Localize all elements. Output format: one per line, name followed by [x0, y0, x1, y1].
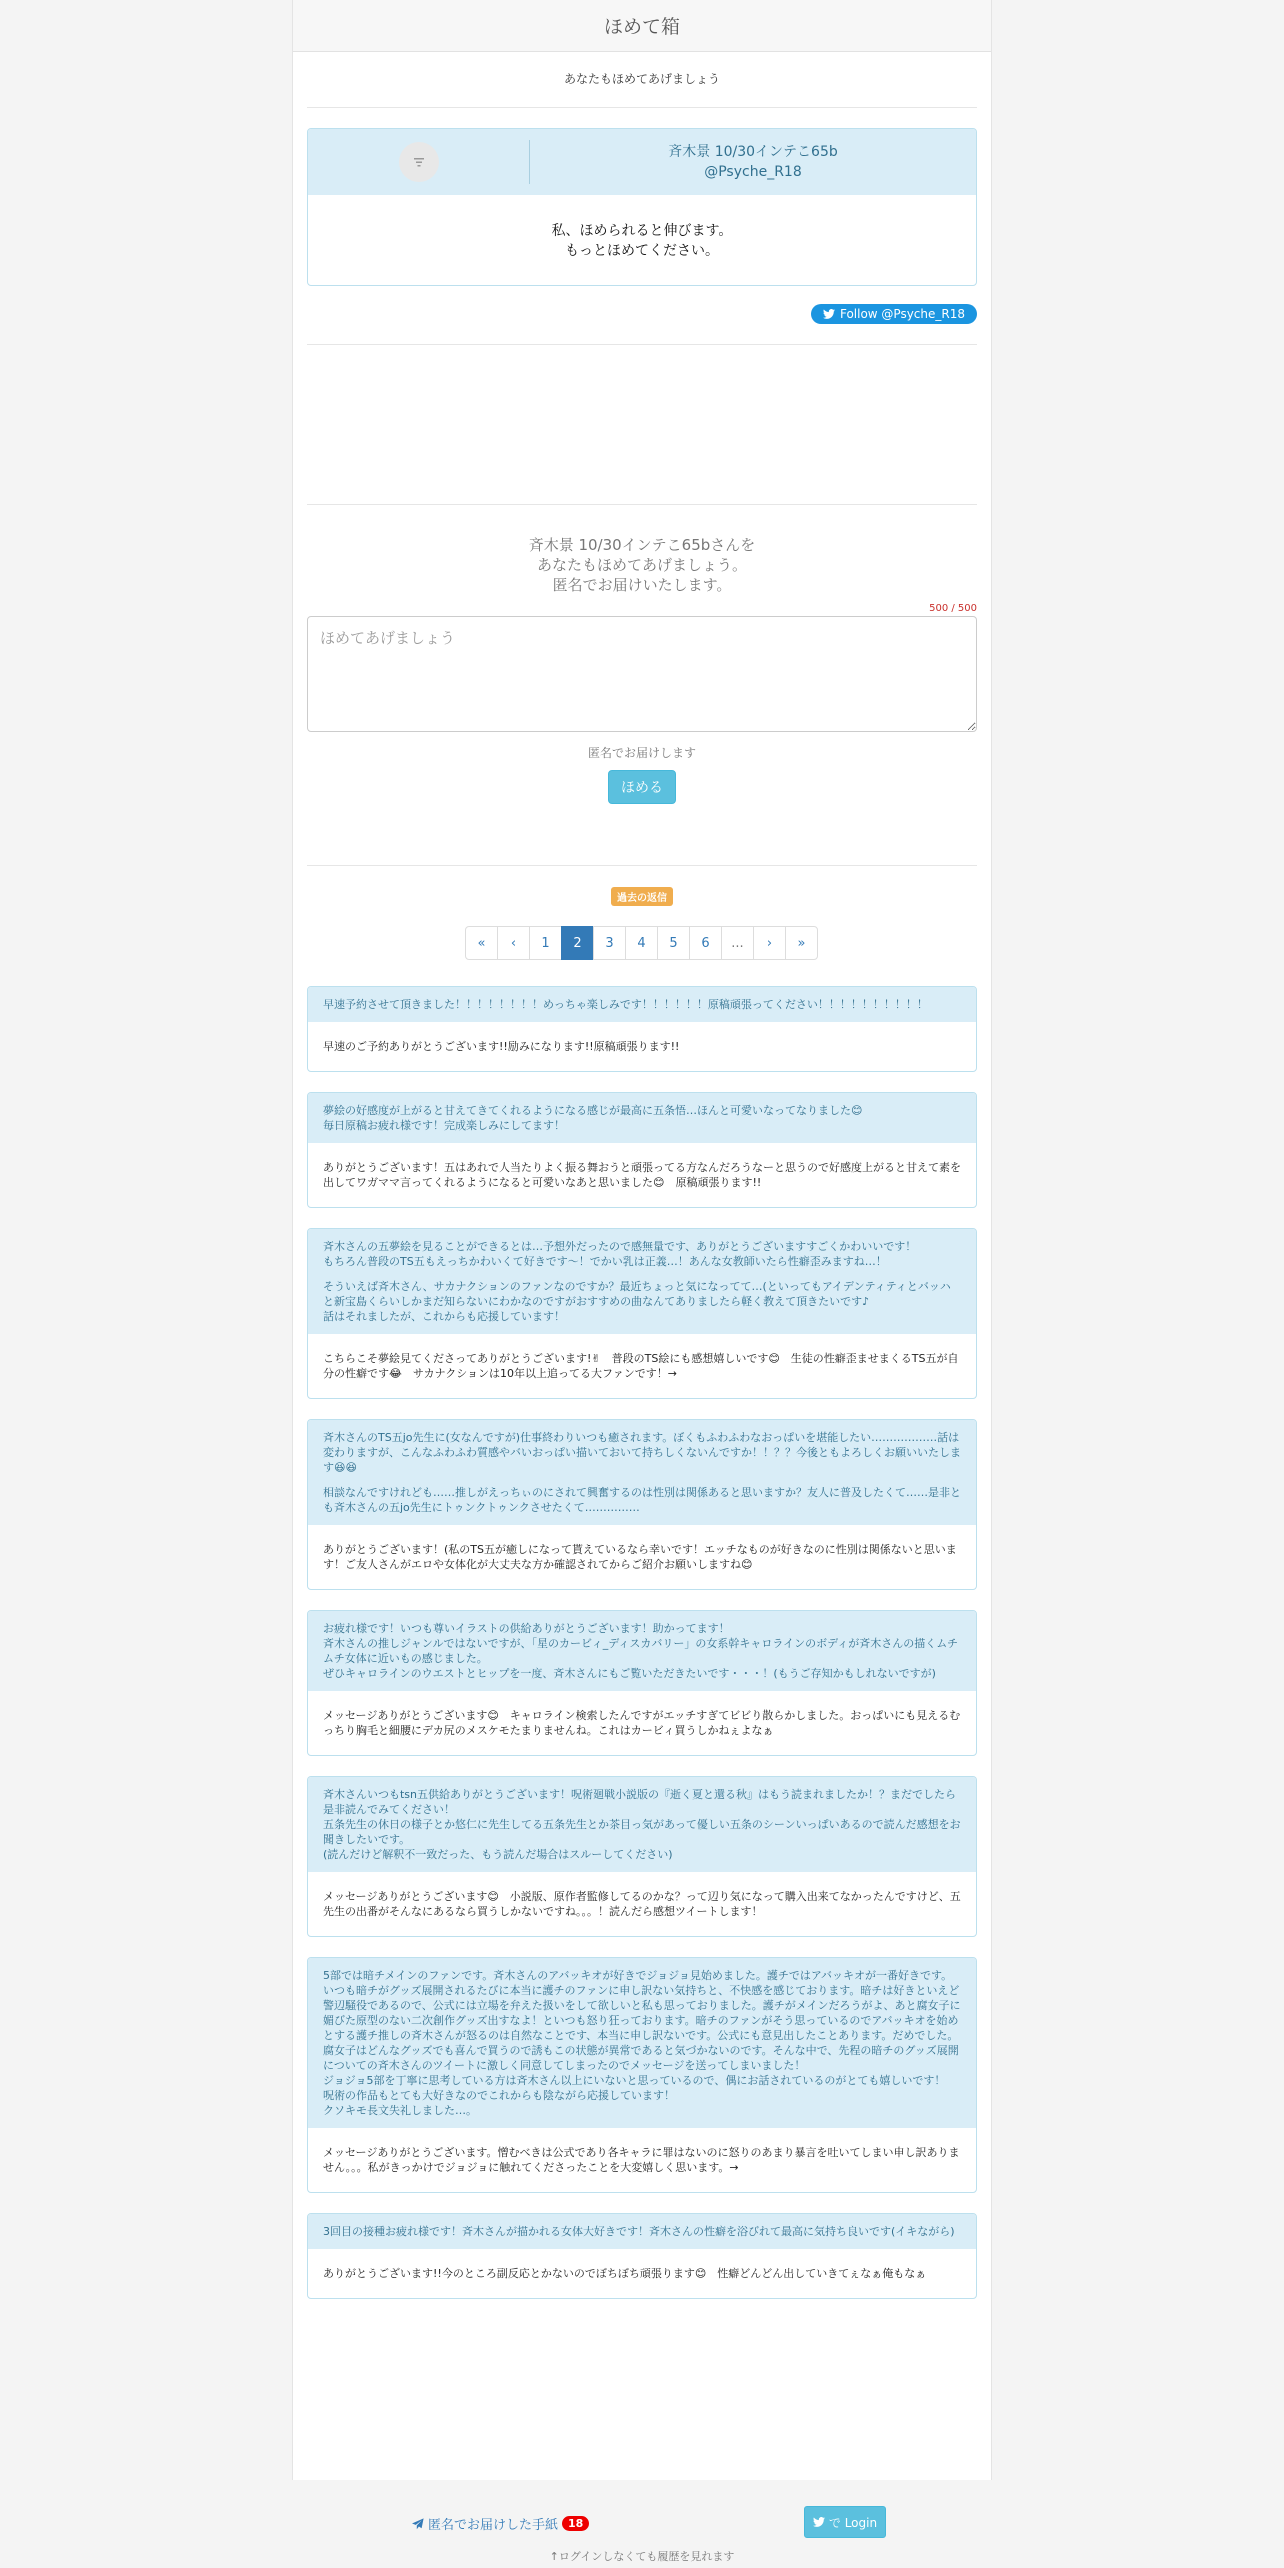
profile-header: [308, 129, 976, 195]
praise-textarea[interactable]: [307, 616, 977, 732]
page-link[interactable]: 1: [529, 926, 562, 960]
footer-bar: [0, 2480, 1284, 2568]
page-link[interactable]: «: [465, 926, 498, 960]
reply-text: メッセージありがとうございます😊 小説版、原作者監修してるのかな？って辺り気になって購入出来てなかったんですけど、五先生の出番がそんなにあるなら買うしかないですね。。。！読んだら感想ツイートします！: [323, 1890, 961, 1918]
follow-label: Follow @Psyche_R18: [839, 307, 965, 321]
received-message-paragraph: 5部では暗チメインのファンです。斉木さんのアバッキオが好きでジョジョ見始めました。護チではアバッキオが一番好きです。 いつも暗チがグッズ展開されるたびに本当に護チのファンに申し訳ない気持ちと、不快感を感じております。暗チは好きといえど警辺騒役であるので、公式には立場を弁えた扱いをして欲しいと私も思っておりました。護チがメインだろうがよ、あと腐女子に媚びた原型のない二次創作グッズ出すなよ！といつも怒り狂っております。暗チのファンがそう思っているのでアバッキオを始めとする護チ推しの斉木さんが怒るのは自然なことです、本当に申し訳ないです。公式にも意見出したことあります。だめでした。 腐女子はどんなグッズでも喜んで買うので誘もこの状態が異常であると気づかないのです。そんな中で、先程の暗チのグッズ展開についての斉木さんのツイートに激しく同意してしまったのでメッセージを送ってしまいました！ ジョジョ5部を丁寧に思考している方は斉木さん以上にいないと思っているので、偶にお話されているのがとても嬉しいです！ 呪術の作品もとても大好きなのでこれからも陰ながら応援しています！ クソキモ長文失礼しました…。: [323, 1969, 961, 2117]
submit-row: [307, 770, 977, 804]
sent-letters-link[interactable]: [412, 2514, 589, 2533]
received-message-paragraph: 斉木さんの五夢絵を見ることができるとは…予想外だったので感無量です、ありがとうございますすごくかわいいです！ もちろん普段のTS五もえっちかわいくて好きです～！でかい乳は正義…！あんな女教師いたら性癖歪みますね…！: [323, 1240, 917, 1268]
main-column: [292, 0, 992, 2568]
footer-row: [292, 2506, 992, 2540]
profile-names: [530, 142, 976, 182]
form-intro-line: 匿名でお届けいたします。: [552, 576, 732, 594]
received-message-paragraph: 夢絵の好感度が上がると甘えてきてくれるようになる感じが最高に五条悟…ほんと可愛いなってなりました😊 毎日原稿お疲れ様です！完成楽しみにしてます！: [323, 1104, 863, 1132]
reply-text: ありがとうございます！(私のTS五が癒しになって貰えているなら幸いです！エッチなものが好きなのに性別は関係ないと思います！ご友人さんがエロや女体化が大丈夫な方か確認されてからご紹介お願いしますね😊: [323, 1543, 957, 1571]
char-counter: 500 / 500: [929, 603, 977, 614]
received-message: [308, 1229, 976, 1334]
twitter-bird-icon: [813, 2517, 825, 2527]
form-intro-line: あなたもほめてあげましょう。: [536, 556, 747, 574]
received-message: [308, 1611, 976, 1691]
page-link[interactable]: »: [785, 926, 818, 960]
received-message-paragraph: 相談なんですけれども……推しがえっちぃのにされて興奮するのは性別は関係あると思いますか？友人に普及したくて……是非とも斉木さんの五jo先生にトゥンクトゥンクさせたくて……………: [323, 1486, 961, 1514]
page-link[interactable]: 6: [689, 926, 722, 960]
reply-card: [307, 1092, 977, 1208]
content: [293, 52, 991, 2299]
ad-space: [307, 345, 977, 505]
page-link[interactable]: ...: [721, 926, 754, 960]
profile-handle[interactable]: @Psyche_R18: [704, 164, 802, 180]
received-message-paragraph: お疲れ様です！いつも尊いイラストの供給ありがとうございます！助かってます！ 斉木さんの推しジャンルではないですが、「星のカービィ_ディスカバリー」の女系幹キャロラインのボディが斉木さんの描くムチムチ女体に近いもの感じました。 ぜひキャロラインのウエストとヒップを一度、斉木さんにもご覧いただきたいです・・・！(もうご存知かもしれないですが): [323, 1622, 958, 1680]
page-link[interactable]: ‹: [497, 926, 530, 960]
received-message-paragraph: そういえば斉木さん、サカナクションのファンなのですか？最近ちょっと気になってて…(といってもアイデンティティとバッハと新宝島くらいしかまだ知らないにわかなのですがおすすめの曲なんてありましたら軽く教えて頂きたいです♪ 話はそれましたが、これからも応援しています！: [323, 1280, 951, 1323]
divider: [307, 804, 977, 866]
twitter-login-button[interactable]: [804, 2506, 886, 2538]
received-message-paragraph: 早速予約させて頂きました！！！！！！！！めっちゃ楽しみです！！！！！！原稿頑張ってください！！！！！！！！！！: [323, 998, 928, 1011]
login-label: で Login: [828, 2515, 878, 2530]
letters-count-badge: 18: [562, 2516, 589, 2531]
page-link[interactable]: 3: [593, 926, 626, 960]
page-link[interactable]: 5: [657, 926, 690, 960]
page-link[interactable]: ›: [753, 926, 786, 960]
footer-note: ↑ログインしなくても履歴を見れます: [549, 2550, 735, 2563]
form-intro-line: 斉木景 10/30インテこ65bさんを: [528, 536, 756, 554]
received-message: [308, 1958, 976, 2128]
profile-message-line: もっとほめてください。: [565, 243, 719, 259]
paper-plane-icon: [412, 2518, 424, 2530]
past-replies-label: 過去の返信: [611, 887, 673, 906]
reply-text: ありがとうございます!!今のところ副反応とかないのでぼちぼち頑張ります😊 性癖どんどん出していきてぇなぁ俺もなぁ: [323, 2267, 927, 2280]
received-message-paragraph: 3回目の接種お疲れ様です！斉木さんが描かれる女体大好きです！斉木さんの性癖を浴びれて最高に気持ち良いです(イキながら): [323, 2225, 955, 2238]
profile-name[interactable]: 斉木景 10/30インテこ65b: [668, 144, 838, 160]
past-label-row: [307, 887, 977, 906]
received-message: [308, 2214, 976, 2249]
sent-letters-label: 匿名でお届けした手紙: [428, 2518, 559, 2533]
reply-text: 早速のご予約ありがとうございます!!励みになります!!原稿頑張ります!!: [323, 1040, 680, 1053]
received-message-paragraph: 斉木さんいつもtsn五供給ありがとうございます！呪術廻戦小説版の『逝く夏と還る秋』はもう読まれましたか！？まだでしたら是非読んでみてください！ 五条先生の休日の様子とか悠仁に先生してる五条先生とか茶目っ気があって優しい五条のシーンいっぱいあるので読んだ感想をお聞きしたいです。 (読んだけど解釈不一致だった、もう読んだ場合はスルーしてください): [323, 1788, 961, 1861]
avatar[interactable]: [399, 142, 439, 182]
received-message-paragraph: 斉木さんのTS五jo先生に(女なんですが)仕事終わりいつも癒されます。ぼくもふわふわなおっぱいを堪能したい………………話は変わりますが、こんなふわふわ質感やバいおっぱい描いておいて持ちしくないんですか！！？？今後ともよろしくお願いいたします😆😆: [323, 1431, 961, 1474]
twitter-bird-icon: [823, 309, 835, 319]
pagination: [307, 926, 977, 960]
avatar-icon: [413, 157, 425, 167]
reply-text: メッセージありがとうございます。憎むべきは公式であり各キャラに罪はないのに怒りのあまり暴言を吐いてしまい申し訳ありません。。。私がきっかけでジョジョに触れてくださったことを大変嬉しく思います。→: [323, 2146, 960, 2174]
reply-text: こちらこそ夢絵見てくださってありがとうございます!✌ 普段のTS絵にも感想嬉しいです😊 生徒の性癖歪ませまくるTS五が自分の性癖です😂 サカナクションは10年以上追ってる大ファンです！→: [323, 1352, 959, 1380]
reply-card: [307, 1419, 977, 1590]
reply-text: メッセージありがとうございます😊 キャロライン検索したんですがエッチすぎてビビり散らかしました。おっぱいにも見えるむっちり胸毛と細腰にデカ尻のメスケモたまりませんね。これはカービィ買うしかねぇよなぁ: [323, 1709, 961, 1737]
reply-card: [307, 2213, 977, 2299]
reply-text: ありがとうございます！五はあれで人当たりよく振る舞おうと頑張ってる方なんだろうなーと思うので好感度上がると甘えて素を出してワガママ言ってくれるようになると可愛いなあと思いました😊 原稿頑張ります!!: [323, 1161, 961, 1189]
received-message: [308, 987, 976, 1022]
post-list: [307, 986, 977, 2299]
profile-card: [307, 128, 977, 286]
reply-card: [307, 1610, 977, 1756]
anonymous-note: 匿名でお届けします: [587, 746, 696, 760]
profile-message: [308, 195, 976, 285]
praise-submit-button[interactable]: ほめる: [608, 770, 676, 804]
page-link[interactable]: 2: [561, 926, 594, 960]
top-bar: [293, 0, 991, 52]
reply-card: [307, 1957, 977, 2193]
received-message: [308, 1777, 976, 1872]
reply-card: [307, 1776, 977, 1937]
form-intro: [307, 505, 977, 595]
page-link[interactable]: 4: [625, 926, 658, 960]
profile-message-line: 私、ほめられると伸びます。: [551, 223, 733, 239]
reply-card: [307, 1228, 977, 1399]
received-message: [308, 1093, 976, 1143]
subtitle: あなたもほめてあげましょう: [307, 52, 977, 108]
page-title: ほめて箱: [603, 16, 680, 38]
avatar-cell: [308, 140, 530, 184]
twitter-follow-button[interactable]: [811, 304, 977, 324]
received-message: [308, 1420, 976, 1525]
reply-card: [307, 986, 977, 1072]
follow-row: [307, 286, 977, 345]
